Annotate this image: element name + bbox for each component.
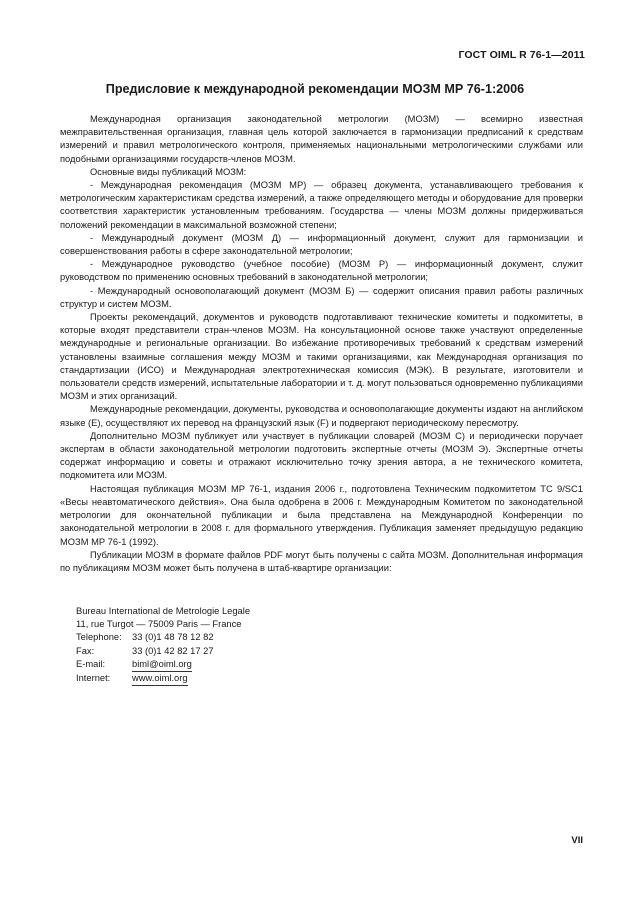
telephone-value: 33 (0)1 48 78 12 82 [132, 632, 214, 643]
paragraph: Проекты рекомендаций, документов и руководств подготавливают технические комитеты и подкомитеты, в которые входят представители стран-членов МОЗМ. На консультационной основе также участвуют определенные международные и региональные организации. Во избежание противоречивых требований к средствам измерений установлены взаимные соглашения между МОЗМ и такими организациями, как Международная организация по стандартизации (ИСО) и Международная электротехническая комиссия (МЭК). В результате, изготовители и пользователи средств измерений, испытательные лаборатории и т. д. могут пользоваться одновременно публикациями МОЗМ и этих организаций. [60, 312, 583, 402]
paragraph: Основные виды публикаций МОЗМ: [90, 166, 247, 177]
internet-label: Internet: [76, 673, 111, 684]
contact-organization-row [76, 605, 250, 618]
fax-label: Fax: [76, 645, 95, 656]
paragraph: Дополнительно МОЗМ публикует или участвует в публикации словарей (МОЗМ С) и периодически поручает экспертам в области законодательной метрологии подготовить экспертные отчеты (МОЗМ Э). Экспертные отчеты содержат информацию и советы и отражают исключительно точку зрения автора, а не технического комитета, подкомитета или МОЗМ. [60, 430, 583, 481]
contact-block [76, 605, 250, 686]
document-code: ГОСТ OIML R 76-1—2011 [458, 49, 585, 61]
paragraph: Международная организация законодательной метрологии (МОЗМ) — всемирно известная межправительственная организация, главная цель которой заключается в гармонизации предписаний к средствам измерений и правил метрологического контроля, применяемых национальными метрологическими службами или подобными организациями государств-членов МОЗМ. [60, 114, 583, 164]
telephone-label: Telephone: [76, 632, 122, 643]
paragraph: Международные рекомендации, документы, руководства и основополагающие документы издают на английском языке (Е), осуществляют их перевод на французский язык (F) и подвергают периодическому пересмотру. [60, 404, 583, 428]
preface-body [60, 113, 583, 575]
paragraph: Настоящая публикация МОЗМ МР 76-1, издания 2006 г., подготовлена Техническим подкомитетом ТС 9/SC1 «Весы неавтоматического действия». Она была одобрена в 2006 г. Международным Комитетом по законодательной метрологии для окончательной публикации и была представлена на Международной Конференции по законодательной метрологии в 2008 г. для формального утверждения. Публикация заменяет предыдущую редакцию МОЗМ МР 76-1 (1992). [60, 483, 583, 547]
contact-address-row [76, 618, 250, 631]
page-number: VII [571, 835, 583, 846]
organization-address: 11, rue Turgot — 75009 Paris — France [76, 619, 242, 630]
paragraph: - Международное руководство (учебное пособие) (МОЗМ Р) — информационный документ, служит руководством по применению основных требований в законодательной метрологии; [60, 259, 583, 283]
contact-fax-row [76, 645, 250, 658]
contact-telephone-row [76, 631, 250, 644]
paragraph: - Международный основополагающий документ (МОЗМ Б) — содержит описания правил работы различных структур и систем МОЗМ. [60, 285, 583, 309]
paragraph: - Международный документ (МОЗМ Д) — информационный документ, служит для гармонизации и совершенствования работы в сфере законодательной метрологии; [60, 232, 583, 257]
contact-email-row [76, 658, 250, 672]
paragraph: Публикации МОЗМ в формате файлов PDF могут быть получены с сайта МОЗМ. Дополнительная информация по публикациям МОЗМ может быть получена в штаб-квартире организации: [60, 549, 583, 573]
contact-internet-row [76, 672, 250, 686]
website-link[interactable]: www.oiml.org [132, 672, 188, 686]
fax-value: 33 (0)1 42 82 17 27 [132, 645, 214, 656]
organization-name: Bureau International de Metrologie Legale [76, 606, 251, 616]
email-link[interactable]: biml@oiml.org [132, 658, 192, 672]
paragraph: - Международная рекомендация (МОЗМ МР) — образец документа, устанавливающего требования к метрологическим характеристикам средства измерений, а также определяющего методы и оборудование для проверки соответствия характеристик установленным требованиям. Государства — члены МОЗМ должны придерживаться положений рекомендации в максимальной возможной степени; [60, 180, 583, 230]
page-title: Предисловие к международной рекомендации МОЗМ МР 76-1:2006 [105, 82, 525, 96]
email-label: E-mail: [76, 658, 106, 669]
